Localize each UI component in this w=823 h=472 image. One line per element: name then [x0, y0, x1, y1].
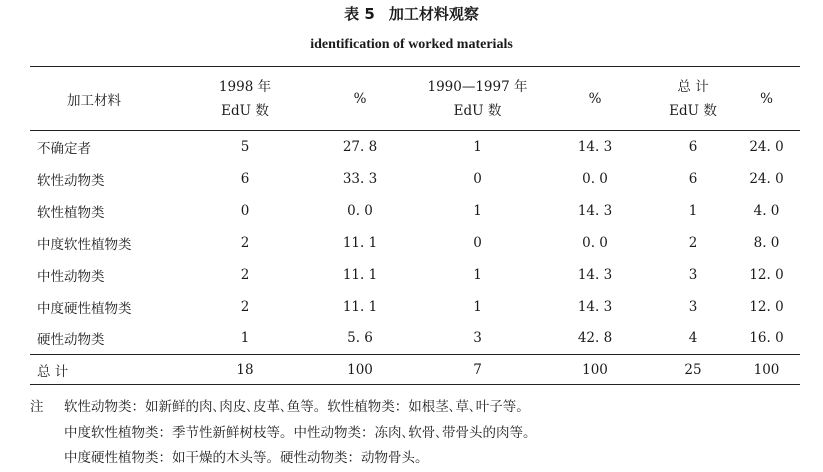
note-line: 中度软性植物类：季节性新鲜树枝等。中性动物类：冻肉､软骨､带骨头的肉等。 [64, 424, 537, 441]
cell-1990-1997-count: 1 [473, 202, 482, 219]
cell-1998-count: 2 [240, 266, 250, 283]
cell-total-percent: 12. 0 [749, 266, 784, 283]
cell-1998-count: 5 [240, 138, 250, 155]
total-all-percent: 100 [753, 361, 780, 378]
cell-total-percent: 12. 0 [749, 298, 784, 315]
note-line [30, 395, 810, 421]
header-1998-percent: % [353, 90, 367, 107]
cell-material: 软性植物类 [37, 204, 105, 221]
cell-total-count: 2 [688, 234, 698, 251]
cell-material: 不确定者 [37, 140, 91, 157]
cell-total-percent: 24. 0 [749, 138, 784, 155]
cell-total-count: 3 [688, 266, 698, 283]
table-row [30, 291, 800, 323]
cell-1990-1997-percent: 14. 3 [577, 138, 613, 155]
cell-1998-percent: 11. 1 [342, 298, 378, 315]
table-number: 表 5 [344, 5, 375, 23]
cell-total-count: 1 [688, 202, 698, 219]
total-1990-1997-count: 7 [473, 361, 482, 378]
header-total-label: 总 计 [677, 78, 709, 95]
cell-total-count: 3 [688, 298, 698, 315]
cell-1990-1997-percent: 14. 3 [577, 266, 613, 283]
cell-1990-1997-percent: 0. 0 [582, 170, 608, 187]
cell-1998-percent: 27. 8 [342, 138, 378, 155]
header-total-count [653, 67, 733, 131]
table-body [30, 131, 800, 385]
header-1990-1997-year: 1990—1997 年 [427, 78, 528, 95]
header-1990-1997-percent: % [588, 90, 602, 107]
total-label: 总 计 [37, 363, 69, 380]
cell-1990-1997-count: 3 [473, 330, 482, 347]
cell-1998-count: 1 [240, 330, 250, 347]
cell-1998-count: 0 [240, 202, 250, 219]
cell-1990-1997-percent: 0. 0 [582, 234, 608, 251]
note-text-1: 软性动物类：如新鲜的肉､肉皮､皮革､鱼等。软性植物类：如根茎､草､叶子等。 [64, 399, 530, 415]
table-caption [0, 3, 823, 24]
cell-material: 中度硬性植物类 [37, 300, 132, 317]
cell-total-count: 6 [688, 138, 698, 155]
header-total-unit: EdU 数 [669, 102, 717, 119]
cell-material: 软性动物类 [37, 172, 105, 189]
total-all-count: 25 [684, 361, 702, 378]
cell-1998-percent: 11. 1 [342, 266, 378, 283]
table-title: 加工材料观察 [388, 5, 479, 23]
table-row [30, 227, 800, 259]
table-row [30, 323, 800, 355]
cell-1990-1997-percent: 14. 3 [577, 202, 613, 219]
table-row [30, 131, 800, 163]
table-notes [30, 395, 810, 472]
table-row [30, 259, 800, 291]
cell-1990-1997-count: 1 [473, 298, 482, 315]
cell-1990-1997-count: 0 [473, 170, 482, 187]
cell-total-percent: 16. 0 [749, 330, 784, 347]
cell-1998-count: 6 [240, 170, 250, 187]
cell-material: 中性动物类 [37, 268, 105, 285]
cell-1990-1997-count: 0 [473, 234, 482, 251]
header-1998-unit: EdU 数 [221, 102, 269, 119]
cell-1998-percent: 5. 6 [347, 330, 373, 347]
note-line: 中度硬性植物类：如干燥的木头等。硬性动物类：动物骨头。 [64, 450, 429, 466]
cell-1998-count: 2 [240, 298, 250, 315]
cell-1990-1997-percent: 14. 3 [577, 298, 613, 315]
cell-1990-1997-percent: 42. 8 [577, 330, 613, 347]
total-1998-percent: 100 [347, 361, 373, 378]
cell-total-percent: 24. 0 [749, 170, 784, 187]
table-subtitle: identification of worked materials [310, 37, 513, 52]
total-row [30, 355, 800, 385]
cell-material: 硬性动物类 [37, 332, 105, 349]
header-1998-count [188, 67, 302, 131]
cell-1998-count: 2 [240, 234, 250, 251]
table-header [30, 67, 800, 131]
header-1998-year: 1998 年 [218, 78, 272, 95]
total-1990-1997-percent: 100 [582, 361, 608, 378]
cell-material: 中度软性植物类 [37, 236, 132, 253]
cell-1990-1997-count: 1 [473, 266, 482, 283]
header-1990-1997-unit: EdU 数 [453, 102, 502, 119]
total-1998-count: 18 [236, 361, 254, 378]
header-total-percent: % [760, 90, 773, 107]
cell-total-percent: 8. 0 [753, 234, 780, 251]
table-row [30, 163, 800, 195]
cell-1998-percent: 11. 1 [342, 234, 378, 251]
header-1990-1997-count [418, 67, 537, 131]
note-label: 注 [30, 399, 44, 415]
table-row [30, 195, 800, 227]
header-row [30, 67, 800, 131]
cell-1998-percent: 33. 3 [342, 170, 378, 187]
header-material: 加工材料 [67, 92, 121, 109]
cell-total-percent: 4. 0 [753, 202, 780, 219]
cell-1990-1997-count: 1 [473, 138, 482, 155]
cell-1998-percent: 0. 0 [347, 202, 373, 219]
cell-total-count: 4 [688, 330, 698, 347]
materials-table [30, 66, 800, 385]
cell-total-count: 6 [688, 170, 698, 187]
